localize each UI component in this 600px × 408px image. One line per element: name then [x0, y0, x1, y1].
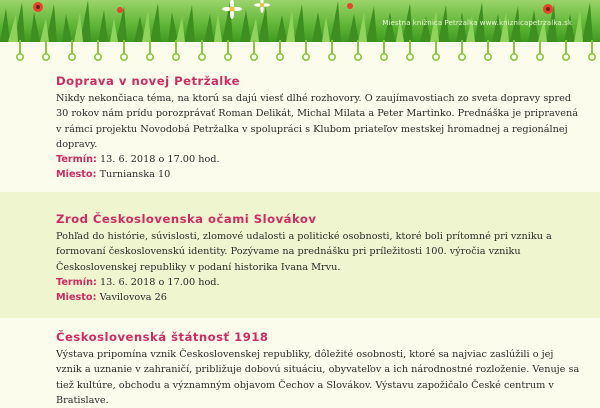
term-value: 13. 6. 2018 o 17.00 hod.: [99, 154, 220, 166]
library-credit: Miestna knižnica Petržalka www.kniznicapetrzalka.sk: [382, 19, 572, 27]
binder-rings: [0, 40, 600, 64]
event-term: [56, 275, 580, 290]
event-description: Pohľad do histórie, súvislosti, zlomové udalosti a politické osobnosti, ktoré boli prítomné pri vzniku a formovaní československú identity. Pozývame na prednášku pri príležitosti 100. výročia vzniku Československej republiky v podaní historika Ivana Mrvu.: [56, 231, 552, 273]
event-place: [56, 167, 580, 182]
event-title: Doprava v novej Petržalke: [56, 74, 241, 88]
term-label: Termín:: [56, 154, 97, 166]
event-place: [56, 290, 580, 305]
event-term: [56, 152, 580, 167]
term-value: 13. 6. 2018 o 17.00 hod.: [99, 276, 220, 288]
place-label: Miesto:: [56, 292, 97, 304]
event-description: Výstava pripomína vznik Československej republiky, dôležité osobnosti, ktoré sa najviac zaslúžili o jej vznik a uznanie v zahraničí, približuje dobovú situáciu, obyvateľov a ich národnostné rozloženie. Venuje sa tiež kultúre, obchodu a významným objavom Čechov a Slovákov. Výstavu zapožičalo České centrum v Bratislave.: [56, 349, 580, 406]
place-label: Miesto:: [56, 169, 97, 181]
place-value: Vavilovova 26: [99, 292, 167, 304]
event-section-3: [0, 318, 600, 406]
event-section-2: [0, 192, 600, 318]
grass-banner: [0, 0, 600, 42]
event-section-1: [0, 64, 600, 192]
flower-decoration: [33, 0, 553, 19]
event-title: Zrod Československa očami Slovákov: [56, 212, 317, 226]
term-label: Termín:: [56, 276, 97, 288]
event-description: Nikdy nekončiaca téma, na ktorú sa dajú viesť dlhé rozhovory. O zaujímavostiach zo sveta dopravy spred 30 rokov nám prídu porozprávať Roman Delikát, Michal Milata a Peter Martinko. Prednáška je pripravená v rámci projektu Novodobá Petržalka v spolupráci s Klubom priateľov mestskej hromadnej a regionálnej dopravy.: [56, 93, 578, 150]
place-value: Turnianska 10: [99, 169, 171, 181]
event-title: Československá štátnosť 1918: [56, 330, 269, 344]
